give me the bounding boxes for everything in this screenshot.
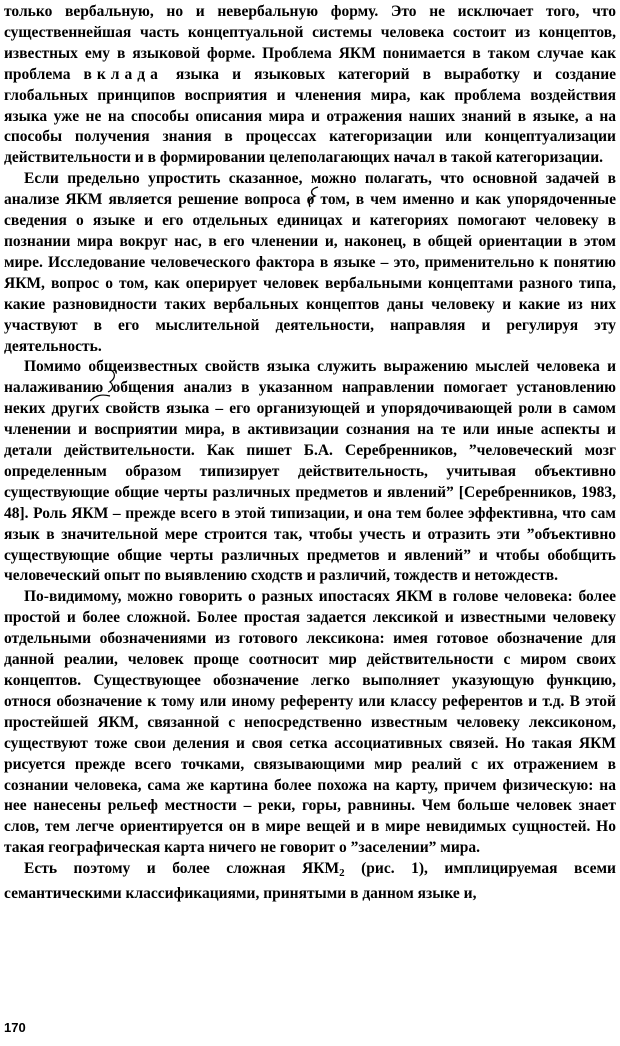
subscript: 2: [339, 867, 345, 880]
text-run: Если предельно упростить сказанное, можно полагать, что основной задачей в анализе ЯКМ является решение вопроса о том, в чем именно и как упорядоченные сведения о языке и его отдельных единицах и категориях помогают человеку в познании мира вокруг нас, в его членении и, наконец, в общей ориентации в этом мире. Исследование человеческого фактора в языке – это, применительно к понятию ЯКМ, вопрос о том, как оперирует человек вербальными концептами разного типа, какие разновидности таких вербальных концептов даны человеку и какие из них участвуют в его мыслительной деятельности, направляя и регулируя эту деятельность.: [4, 170, 616, 355]
paragraph: [4, 2, 616, 169]
paragraph: [4, 859, 616, 905]
text-run: По-видимому, можно говорить о разных ипостасях ЯКМ в голове человека: более простой и более сложной. Более простая задается лексикой и известными человеку отдельными обозначениями из готового лексикона: имея готовое обозначение для данной реалии, человек проще соотносит мир действительности с миром своих концептов. Существующее обозначение легко выполняет указующую функцию, относя обозначение к тому или иному референту или классу референтов и т.д. В этой простейшей ЯКМ, связанной с непосредственно известным человеку лексиконом, существуют тоже свои деления и своя сетка ассоциативных связей. Но такая ЯКМ рисуется прежде всего точками, связывающими мир реалий с их отражением в сознании человека, сама же картина более похожа на карту, причем физическую: на нее нанесены рельеф местности – реки, горы, равнины. Чем больше человек знает слов, тем легче ориентируется он в мире вещей и в мире невидимых сущностей. Но такая географическая карта ничего не говорит о ”заселении” мира.: [4, 588, 616, 857]
page-number: 170: [4, 1020, 26, 1035]
body-text: [4, 2, 616, 905]
text-run: (рис. 1), имплицируемая всеми семантическими классификациями, принятыми в данном языке и,: [4, 860, 616, 903]
paragraph: [4, 169, 616, 357]
text-run: языка и языковых категорий в выработку и создание глобальных принципов восприятия и членения мира, как проблема воздействия языка уже не на способы описания мира и отражения наших знаний в языке, а на способы получения знания в процессах категоризации или концептуализации действительности и в формировании целеполагающих начал в такой категоризации.: [4, 65, 616, 167]
text-run: только вербальную, но и невербальную форму. Это не исключает того, что существеннейшая часть концептуальной системы человека состоит из концептов, известных ему в языковой форме. Проблема ЯКМ понимается в таком случае как проблема: [4, 3, 616, 83]
paragraph: [4, 587, 616, 859]
spaced-word: вклада: [83, 65, 163, 83]
text-run: Есть поэтому и более сложная ЯКМ: [24, 860, 340, 878]
paragraph: [4, 357, 616, 587]
text-run: Помимо общеизвестных свойств языка служить выражению мыслей человека и налаживанию общения анализ в указанном направлении помогает установлению неких других свойств языка – его организующей и упорядочивающей роли в самом членении и восприятии мира, в активизации сознания на те или иные аспекты и детали действительности. Как пишет Б.А. Серебренников, ”человеческий мозг определенным образом типизирует действительность, учитывая объективно существующие общие черты различных предметов и явлений” [Серебренников, 1983, 48]. Роль ЯКМ – прежде всего в этой типизации, и она тем более эффективна, что сам язык в значительной мере строится так, чтобы учесть и отразить эти ”объективно существующие общие черты различных предметов и явлений” и чтобы обобщить человеческий опыт по выявлению сходств и различий, тождеств и нетождеств.: [4, 358, 616, 585]
